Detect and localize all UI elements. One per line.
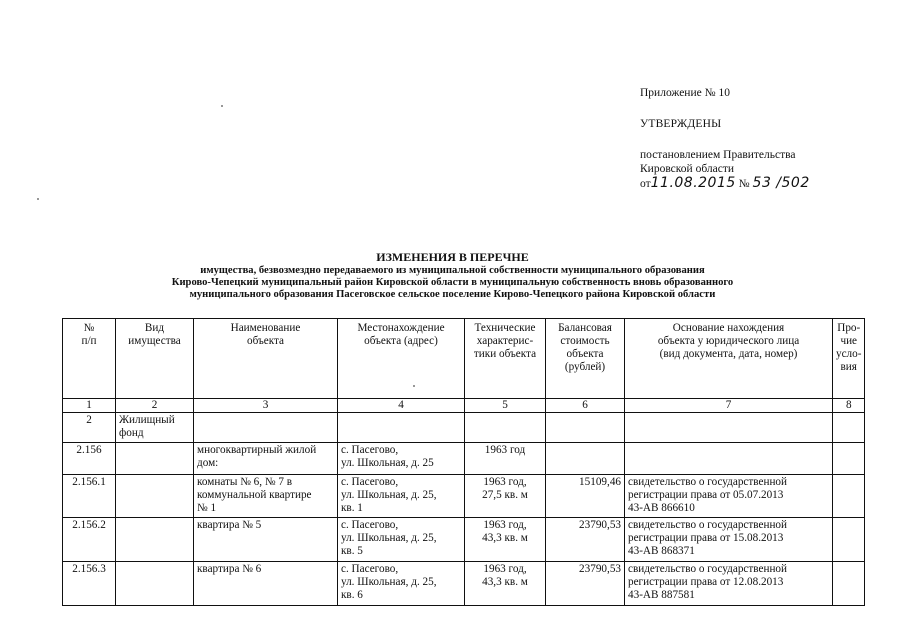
col-header-other [833,319,865,399]
header-text: объекта [246,335,285,347]
cell-name [194,518,338,562]
cell-text: ул. Школьная, д. 25, [341,532,437,544]
decree-region: Кировской области [640,163,735,175]
cell-address [338,518,465,562]
cell-text: ул. Школьная, д. 25 [341,457,434,469]
header-text: (вид документа, дата, номер) [659,348,798,360]
title-line: муниципального образования Пасеговское сельское поселение Кирово-Чепецкого района Кировской области [189,289,716,300]
cell-other [833,413,865,443]
header-text: Местонахождение [357,322,445,334]
cell-basis [625,475,833,518]
cell-tech [465,562,546,606]
table-header-row [63,319,865,399]
title-main: ИЗМЕНЕНИЯ В ПЕРЕЧНЕ [376,250,529,264]
cell-basis [625,413,833,443]
appendix-label: Приложение № 10 [640,87,730,99]
cell-cost [546,475,625,518]
cell-cost [546,443,625,475]
header-text: объекта [566,348,604,360]
header-text: чие [840,335,858,347]
cell-text: № 1 [197,502,217,514]
cell-other [833,443,865,475]
header-text: Основание нахождения [672,322,785,334]
date-prefix: от [640,178,651,190]
cell-kind [116,475,194,518]
header-text: № [83,322,95,334]
cell-text: кв. 5 [341,545,363,557]
cell-text: с. Пасегово, [341,444,399,456]
cell-cost [546,518,625,562]
cell-kind [116,443,194,475]
cell-text: 43-АВ 866610 [628,502,695,514]
column-number: 2 [116,399,194,413]
cell-text: 1963 год [484,444,526,456]
cell-tech [465,443,546,475]
approval-block [640,86,810,191]
cell-text: комнаты № 6, № 7 в [197,476,292,488]
col-header-name [194,319,338,399]
cell-basis [625,443,833,475]
table-row [63,443,865,475]
cell-text: 1963 год, [483,476,527,488]
cell-tech [465,413,546,443]
cell-text: 43-АВ 868371 [628,545,695,557]
col-header-address [338,319,465,399]
cell-text: с. Пасегово, [341,563,399,575]
table-row [63,562,865,606]
handwritten-date: 11.08.2015 [650,175,736,191]
table-row [63,475,865,518]
col-header-basis [625,319,833,399]
cell-number [63,413,116,443]
number-prefix: № [738,178,750,190]
cell-name [194,475,338,518]
header-text: п/п [81,335,97,347]
cell-text: 43,3 кв. м [482,532,528,544]
decree-line: постановлением Правительства [640,149,796,161]
cell-cost [546,562,625,606]
header-text: характерис- [476,335,534,347]
column-number: 3 [194,399,338,413]
cell-cost [546,413,625,443]
table-body [63,399,865,606]
column-number: 6 [546,399,625,413]
cell-text: 1963 год, [483,563,527,575]
header-text: усло- [836,348,862,360]
cell-text: 23790,53 [579,519,621,531]
cell-text: 2.156 [76,444,102,456]
cell-text: квартира № 6 [197,563,262,575]
cell-name [194,413,338,443]
cell-text: с. Пасегово, [341,476,399,488]
cell-number [63,475,116,518]
header-text: вия [840,361,857,373]
cell-number [63,518,116,562]
cell-text: квартира № 5 [197,519,262,531]
cell-address [338,413,465,443]
cell-text: ул. Школьная, д. 25, [341,576,437,588]
cell-text: коммунальной квартире [197,489,312,501]
header-text: Вид [144,322,165,334]
cell-text: кв. 1 [341,502,363,514]
column-number: 1 [63,399,116,413]
cell-tech [465,518,546,562]
cell-text: Жилищный [119,414,175,426]
cell-text: 23790,53 [579,563,621,575]
header-text: (рублей) [564,361,606,373]
table-row [63,518,865,562]
cell-text: свидетельство о государственной [628,476,788,488]
cell-text: 43-АВ 887581 [628,589,695,601]
column-number: 8 [833,399,865,413]
cell-address [338,443,465,475]
cell-kind [116,518,194,562]
header-text: стоимость [560,335,610,347]
cell-number [63,443,116,475]
cell-other [833,475,865,518]
cell-text: регистрации права от 15.08.2013 [628,532,784,544]
cell-text: кв. 6 [341,589,363,601]
col-header-tech [465,319,546,399]
approved-label: УТВЕРЖДЕНЫ [640,118,722,130]
column-number: 5 [465,399,546,413]
cell-name [194,443,338,475]
cell-number [63,562,116,606]
cell-text: 15109,46 [579,476,621,488]
cell-text: регистрации права от 05.07.2013 [628,489,784,501]
cell-name [194,562,338,606]
cell-text: регистрации права от 12.08.2013 [628,576,784,588]
scan-speck [37,198,39,200]
header-text: Про- [837,322,861,334]
cell-text: 2.156.3 [72,563,106,575]
col-header-kind [116,319,194,399]
col-header-cost [546,319,625,399]
cell-text: 43,3 кв. м [482,576,528,588]
title-line: Кирово-Чепецкий муниципальный район Кировской области в муниципальную собственность вновь образованного [171,277,734,288]
decree-date-number [640,176,810,191]
cell-text: 1963 год, [483,519,527,531]
column-number: 7 [625,399,833,413]
cell-basis [625,562,833,606]
handwritten-number: 53 /502 [752,175,810,191]
header-text: тики объекта [473,348,537,360]
property-table [62,318,865,606]
header-text: объекта (адрес) [364,335,438,347]
header-text: имущества [128,335,181,347]
cell-address [338,562,465,606]
cell-tech [465,475,546,518]
cell-text: фонд [119,427,144,439]
col-header-number [63,319,116,399]
cell-text: 2.156.1 [72,476,106,488]
column-number: 4 [338,399,465,413]
column-number-row [63,399,865,413]
cell-address [338,475,465,518]
scan-speck [221,105,223,107]
title-line: имущества, безвозмездно передаваемого из муниципальной собственности муниципального образования [200,265,705,276]
cell-kind [116,562,194,606]
table-row [63,413,865,443]
cell-text: 27,5 кв. м [482,489,528,501]
cell-other [833,518,865,562]
cell-kind [116,413,194,443]
header-text: Технические [474,322,536,334]
cell-text: свидетельство о государственной [628,563,788,575]
cell-text: свидетельство о государственной [628,519,788,531]
header-text: Балансовая [558,322,612,334]
header-text: Наименование [230,322,301,334]
cell-text: многоквартирный жилой [197,444,317,456]
header-text: объекта у юридического лица [657,335,800,347]
cell-basis [625,518,833,562]
cell-text: 2.156.2 [72,519,106,531]
cell-text: дом: [197,457,219,469]
cell-other [833,562,865,606]
cell-text: 2 [86,414,92,426]
cell-text: с. Пасегово, [341,519,399,531]
document-title [0,251,905,301]
cell-text: ул. Школьная, д. 25, [341,489,437,501]
